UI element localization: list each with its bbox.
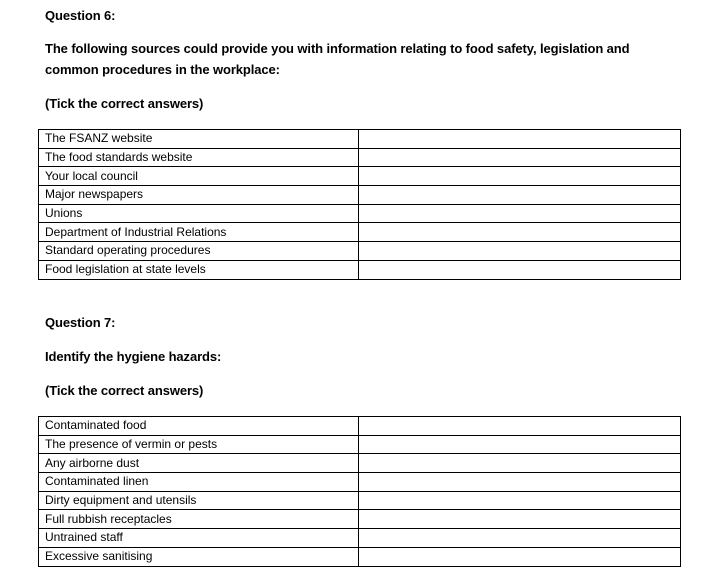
- option-label: Standard operating procedures: [39, 242, 359, 261]
- tick-box[interactable]: [359, 223, 681, 242]
- question-6-prompt-line-2: common procedures in the workplace:: [45, 62, 280, 77]
- option-label: The FSANZ website: [39, 130, 359, 149]
- tick-box[interactable]: [359, 204, 681, 223]
- option-label: Full rubbish receptacles: [39, 510, 359, 529]
- option-label: Untrained staff: [39, 529, 359, 548]
- option-label: Food legislation at state levels: [39, 260, 359, 279]
- tick-box[interactable]: [359, 260, 681, 279]
- question-6-instruction: (Tick the correct answers): [45, 96, 204, 111]
- tick-box[interactable]: [359, 435, 681, 454]
- tick-box[interactable]: [359, 454, 681, 473]
- table-row: [39, 529, 681, 548]
- table-row: [39, 204, 681, 223]
- table-row: [39, 510, 681, 529]
- tick-box[interactable]: [359, 148, 681, 167]
- table-row: [39, 435, 681, 454]
- table-row: [39, 491, 681, 510]
- option-label: Excessive sanitising: [39, 547, 359, 566]
- table-row: [39, 473, 681, 492]
- question-7-instruction: (Tick the correct answers): [45, 383, 204, 398]
- table-row: [39, 186, 681, 205]
- option-label: Any airborne dust: [39, 454, 359, 473]
- table-row: [39, 223, 681, 242]
- tick-box[interactable]: [359, 167, 681, 186]
- question-6-prompt-line-1: The following sources could provide you with information relating to food safety, legislation and: [45, 41, 630, 56]
- option-label: Unions: [39, 204, 359, 223]
- question-7-prompt: Identify the hygiene hazards:: [45, 349, 222, 364]
- tick-box[interactable]: [359, 242, 681, 261]
- table-row: [39, 547, 681, 566]
- table-row: [39, 454, 681, 473]
- option-label: Contaminated food: [39, 417, 359, 436]
- table-row: [39, 167, 681, 186]
- option-label: The presence of vermin or pests: [39, 435, 359, 454]
- table-row: [39, 242, 681, 261]
- question-7-title: Question 7:: [45, 315, 116, 330]
- option-label: The food standards website: [39, 148, 359, 167]
- tick-box[interactable]: [359, 510, 681, 529]
- tick-box[interactable]: [359, 186, 681, 205]
- question-6-title: Question 6:: [45, 8, 116, 23]
- tick-box[interactable]: [359, 417, 681, 436]
- table-row: [39, 260, 681, 279]
- question-6-answer-table: [38, 129, 681, 280]
- option-label: Department of Industrial Relations: [39, 223, 359, 242]
- option-label: Major newspapers: [39, 186, 359, 205]
- option-label: Your local council: [39, 167, 359, 186]
- tick-box[interactable]: [359, 130, 681, 149]
- option-label: Dirty equipment and utensils: [39, 491, 359, 510]
- table-row: [39, 148, 681, 167]
- tick-box[interactable]: [359, 547, 681, 566]
- table-row: [39, 130, 681, 149]
- question-7-answer-table: [38, 416, 681, 567]
- table-row: [39, 417, 681, 436]
- tick-box[interactable]: [359, 491, 681, 510]
- tick-box[interactable]: [359, 473, 681, 492]
- tick-box[interactable]: [359, 529, 681, 548]
- option-label: Contaminated linen: [39, 473, 359, 492]
